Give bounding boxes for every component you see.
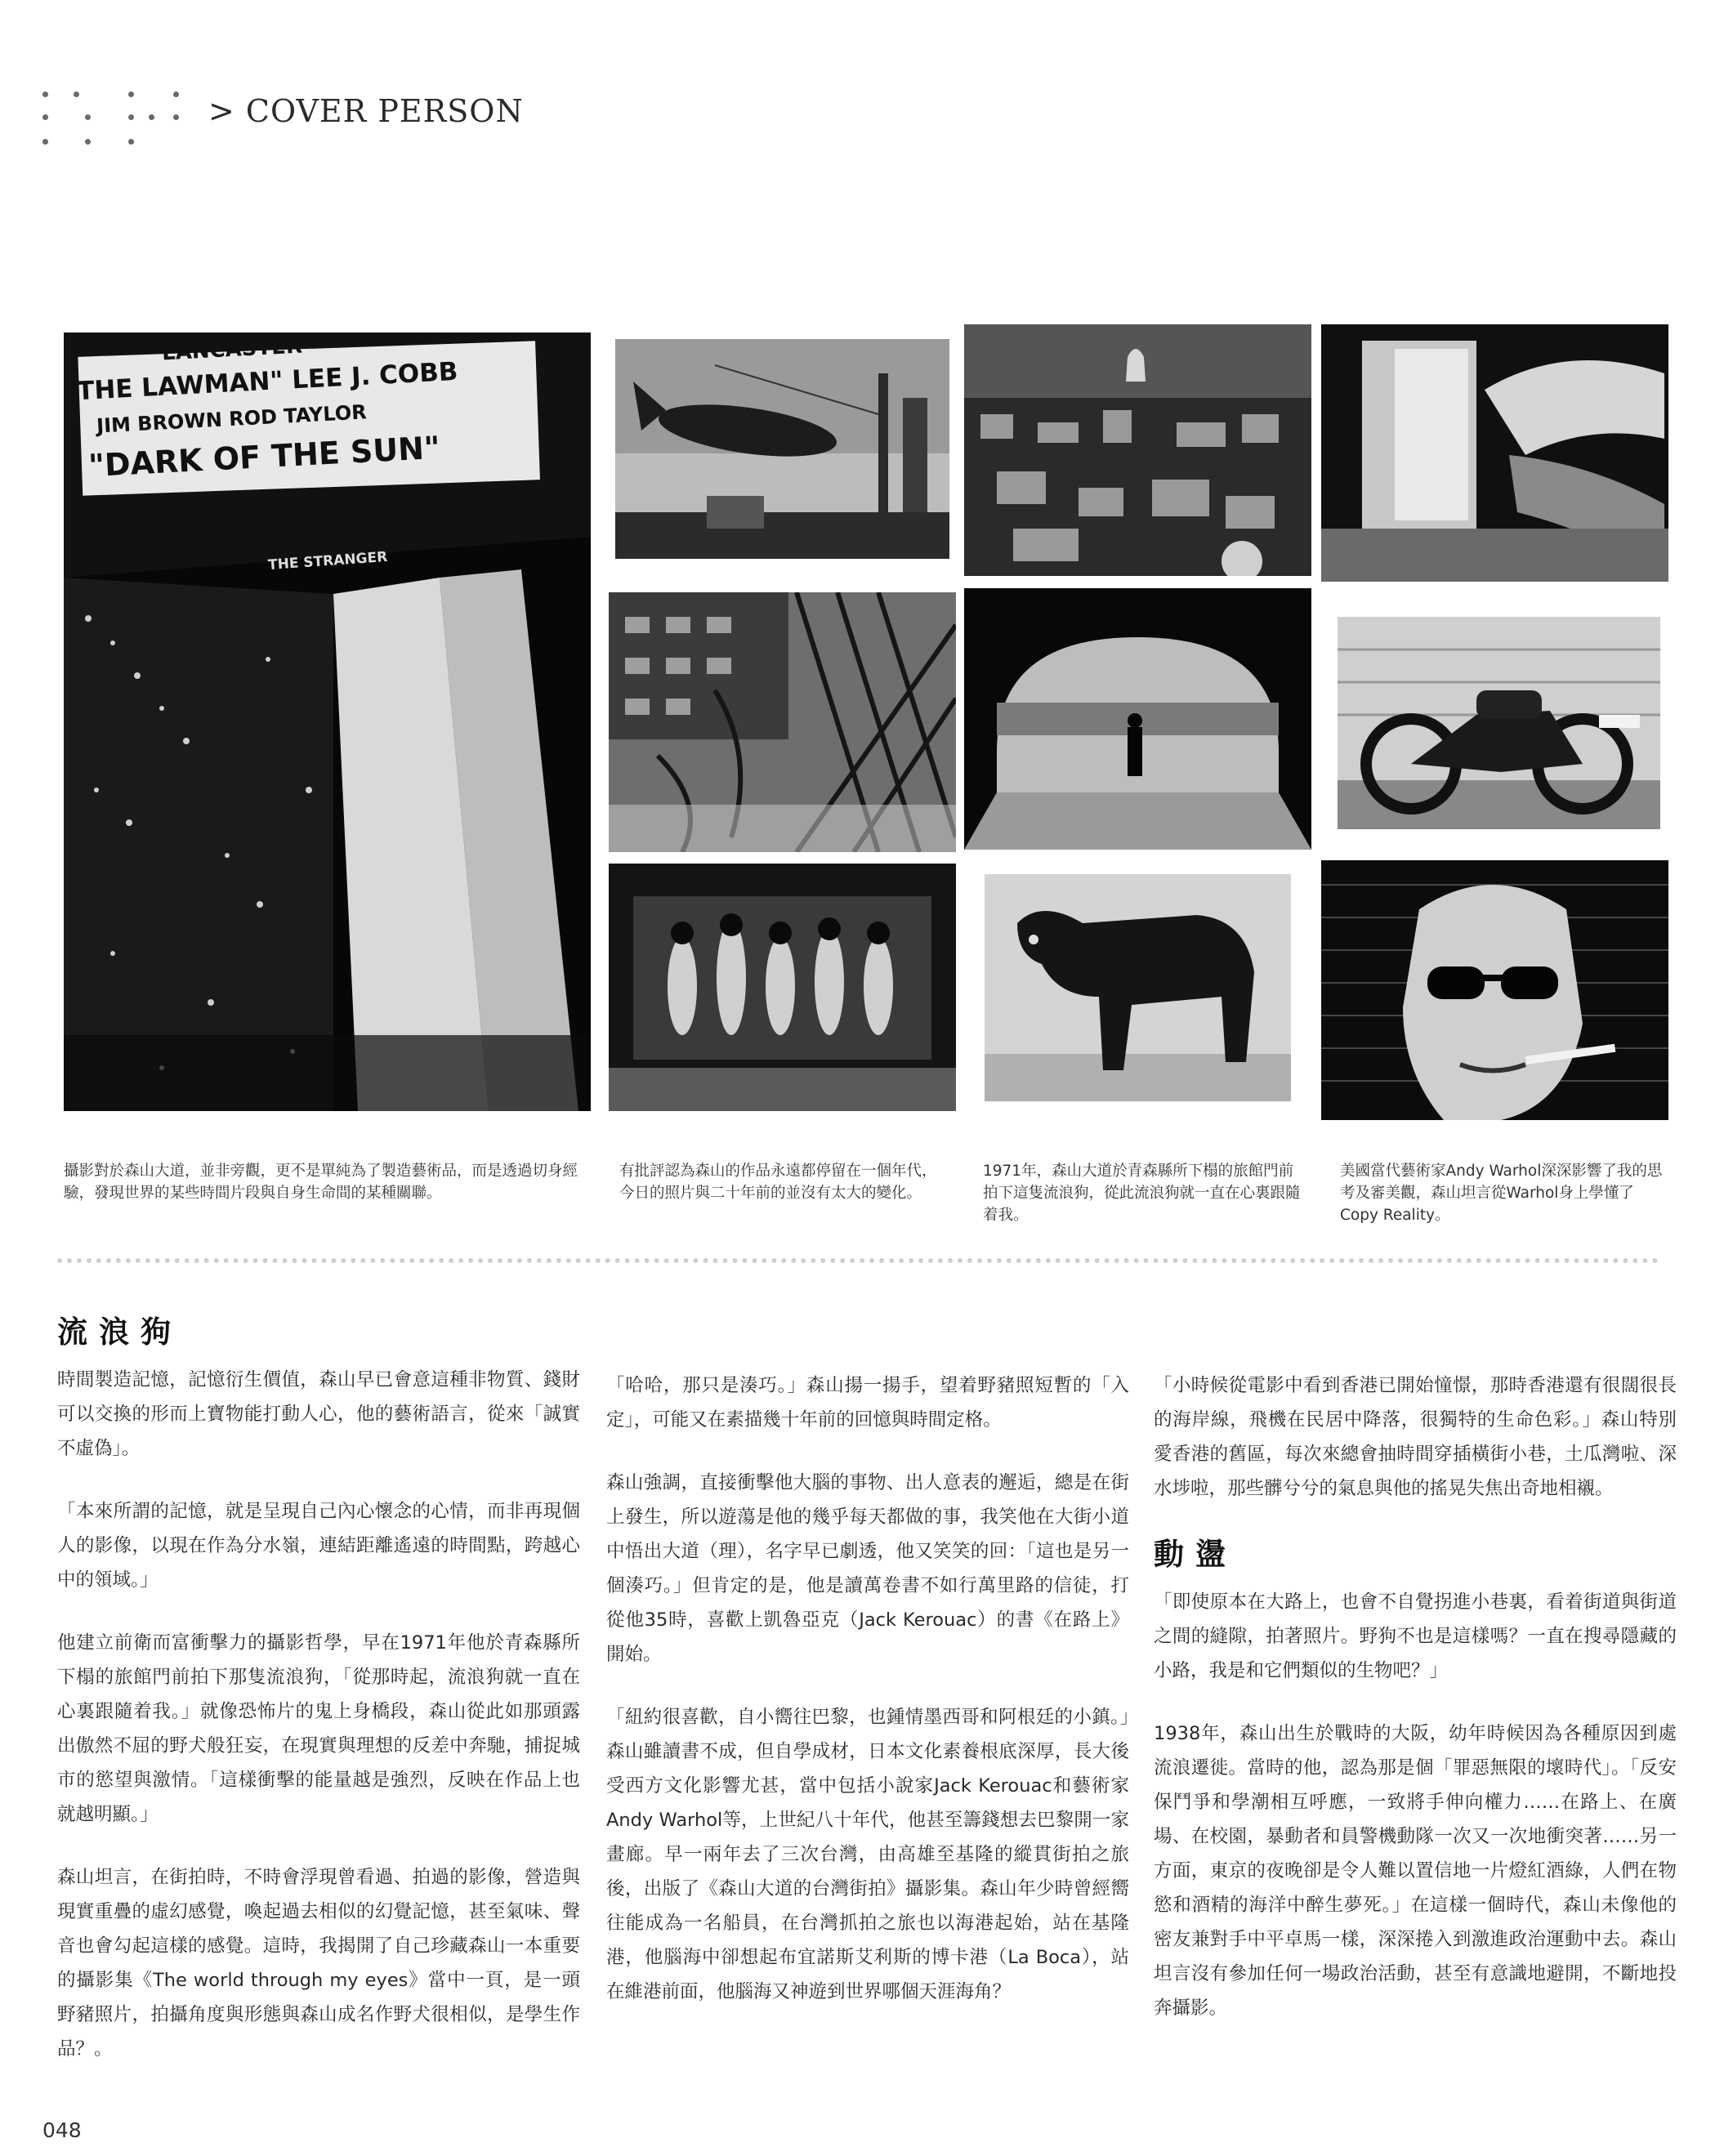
photo-andy-warhol xyxy=(1321,860,1668,1120)
paragraph: 森山強調，直接衝擊他大腦的事物、出人意表的邂逅，總是在街上發生，所以遊蕩是他的幾乎每天都做的事，我笑他在大街小道中悟出大道（理），名字早已劇透，他又笑笑的回：「這也是另一個湊巧。」但肯定的是，他是讀萬卷書不如行萬里路的信徒，打從他35時，喜歡上凱魯亞克（Jack Kerouac）的書《在路上》開始。 xyxy=(606,1472,1129,1665)
photo-dancers xyxy=(609,864,956,1111)
paragraph: 1938年，森山出生於戰時的大阪，幼年時候因為各種原因到處流浪遷徙。當時的他，認為那是個「罪惡無限的壞時代」。「反安保鬥爭和學潮相互呼應，一致將手伸向權力……在路上、在廣場、在校園，暴動者和員警機動隊一次又一次地衝突著……另一方面，東京的夜晚卻是令人難以置信地一片燈紅酒綠，人們在物慾和酒精的海洋中醉生夢死。」在這樣一個時代，森山未像他的密友兼對手中平卓馬一樣，深深捲入到激進政治運動中去。森山坦言沒有參加任何一場政治活動，甚至有意識地避開，不斷地投奔攝影。 xyxy=(1154,1723,1677,2019)
photo-paris-rooftops xyxy=(964,324,1311,576)
paragraph: 森山坦言，在街拍時，不時會浮現曾看過、拍過的影像，營造與現實重疊的虛幻感覺，喚起過去相似的幻覺記憶，甚至氣味、聲音也會勾起這樣的感覺。這時，我揭開了自己珍藏森山一本重要的攝影集《The world through my eyes》當中一頁，是一頭野豬照片，拍攝角度與形態與森山成名作野犬很相似，是學生作品？。 xyxy=(57,1867,580,2060)
paragraph: 他建立前衛而富衝擊力的攝影哲學，早在1971年他於青森縣所下榻的旅館門前拍下那隻流浪狗，「從那時起，流浪狗就一直在心裏跟隨着我。」就像恐怖片的鬼上身橋段，森山從此如那頭露出傲然不屈的野犬般狂妄，在現實與理想的反差中奔馳，捕捉城市的慾望與激情。「這樣衝擊的能量越是強烈，反映在作品上也就越明顯。」 xyxy=(57,1632,580,1825)
section-label: > COVER PERSON xyxy=(208,93,524,129)
caption-3: 1971年，森山大道於青森縣所下榻的旅館門前拍下這隻流浪狗，從此流浪狗就一直在心裏跟隨着我。 xyxy=(983,1163,1301,1224)
marquee-line-3: JIM BROWN ROD TAYLOR xyxy=(96,400,368,438)
page-number: 048 xyxy=(42,2118,82,2142)
article-column-1 xyxy=(57,1312,580,2095)
photo-chain-fence xyxy=(609,592,956,852)
caption-4: 美國當代藝術家Andy Warhol深深影響了我的思考及審美觀，森山坦言從Warhol身上學懂了Copy Reality。 xyxy=(1340,1163,1663,1224)
caption-2: 有批評認為森山的作品永遠都停留在一個年代，今日的照片與二十年前的並沒有太大的變化。 xyxy=(619,1163,937,1202)
decorative-dots xyxy=(42,92,194,150)
paragraph: 「本來所謂的記憶，就是呈現自己內心懷念的心情，而非再現個人的影像，以現在作為分水嶺，連結距離遙遠的時間點，跨越心中的領域。」 xyxy=(57,1501,580,1591)
heading-stray-dog: 流浪狗 xyxy=(57,1314,182,1350)
section-divider xyxy=(57,1258,1659,1263)
marquee-line-4: "DARK OF THE SUN" xyxy=(87,429,441,484)
photo-arch-walker xyxy=(964,588,1311,850)
paragraph: 「哈哈，那只是湊巧。」森山揚一揚手，望着野豬照短暫的「入定」，可能又在素描幾十年前的回憶與時間定格。 xyxy=(606,1375,1129,1431)
paragraph: 「即使原本在大路上，也會不自覺拐進小巷裏，看着街道與街道之間的縫隙，拍著照片。野狗不也是這樣嗎？一直在搜尋隱藏的小路，我是和它們類似的生物吧？」 xyxy=(1154,1591,1677,1681)
photo-stray-dog xyxy=(985,874,1291,1101)
paragraph: 「小時候從電影中看到香港已開始憧憬，那時香港還有很闊很長的海岸線，飛機在民居中降落，很獨特的生命色彩。」森山特別愛香港的舊區，每次來總會抽時間穿插橫街小巷，土瓜灣啦、深水埗啦，那些髒兮兮的氣息與他的搖晃失焦出奇地相襯。 xyxy=(1154,1375,1677,1499)
photo-motorcycle xyxy=(1338,617,1660,829)
photo-whale-sky xyxy=(609,333,956,565)
photo-broadway-marquee xyxy=(64,333,591,1111)
marquee-line-1: LANCASTER xyxy=(161,333,303,366)
heading-turmoil: 動盪 xyxy=(1154,1536,1237,1572)
paragraph: 時間製造記憶，記憶衍生價值，森山早已會意這種非物質、錢財可以交換的形而上寶物能打動人心，他的藝術語言，從來「誠實不虛偽」。 xyxy=(57,1369,580,1459)
marquee-side-sign: THE STRANGER xyxy=(267,548,388,574)
photo-legs-stockings xyxy=(1321,324,1668,582)
caption-1: 攝影對於森山大道，並非旁觀，更不是單純為了製造藝術品，而是透過切身經驗，發現世界的某些時間片段與自身生命間的某種關聯。 xyxy=(64,1163,578,1202)
article-column-3 xyxy=(1154,1368,1677,2054)
article-column-2 xyxy=(606,1368,1129,2038)
paragraph: 「紐約很喜歡，自小嚮往巴黎，也鍾情墨西哥和阿根廷的小鎮。」森山雖讀書不成，但自學成材，日本文化素養根底深厚，長大後受西方文化影響尤甚，當中包括小說家Jack Kerouac和藝術家Andy Warhol等，上世紀八十年代，他甚至籌錢想去巴黎開一家畫廊。早一兩年去了三次台灣，由高雄至基隆的縱貫街拍之旅後，出版了《森山大道的台灣街拍》攝影集。森山年少時曾經嚮往能成為一名船員，在台灣抓拍之旅也以海港起始，站在基隆港，他腦海中卻想起布宜諾斯艾利斯的博卡港（La Boca），站在維港前面，他腦海又神遊到世界哪個天涯海角？ xyxy=(606,1707,1129,2002)
marquee-line-2: THE LAWMAN" LEE J. COBB xyxy=(76,356,459,407)
